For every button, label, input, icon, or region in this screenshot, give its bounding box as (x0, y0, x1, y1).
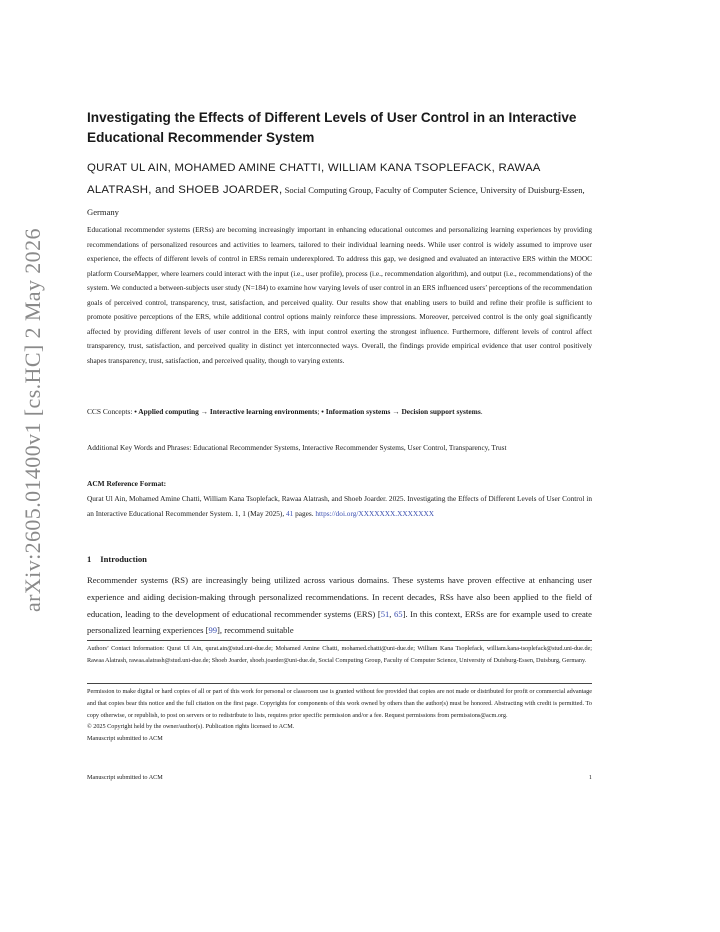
footnote-divider (87, 640, 592, 641)
arxiv-identifier-stamp: arXiv:2605.01400v1 [cs.HC] 2 May 2026 (20, 228, 45, 612)
permission-divider (87, 683, 592, 684)
paper-title: Investigating the Effects of Different Levels of User Control in an Interactive Educational Recommender System (87, 110, 577, 145)
permission-notice: Permission to make digital or hard copies of all or part of this work for personal or classroom use is granted without fee provided that copies are not made or distributed for profit or commercial advantage and that copies bear this notice and the full citation on the first page. Copyrights for components of this work owned by others than the author(s) must be honored. Abstracting with credit is permitted. To copy otherwise, or republish, to post on servers or to redistribute to lists, requires prior specific permission and/or a fee. Request permissions from permissions@acm.org. (87, 688, 592, 719)
pages-suffix: pages. (293, 508, 316, 518)
submission-note: Manuscript submitted to ACM (87, 735, 163, 743)
intro-text-2: ]. In this context, ERSs are for example used to create personalized learning experiences [ (87, 608, 592, 636)
author-block (87, 157, 592, 223)
reference-citation: Qurat Ul Ain, Mohamed Amine Chatti, William Kana Tsoplefack, Rawaa Alatrash, and Shoeb Joarder. 2025. Investigating the Effects of Different Levels of User Control in an Interactive Educational Recommender System. 1, 1 (May 2025), (87, 494, 592, 518)
doi-link[interactable]: https://doi.org/XXXXXXX.XXXXXXX (315, 508, 435, 518)
ccs-concept-applied-computing: • Applied computing → Interactive learning environments (134, 407, 318, 416)
citation-link[interactable]: 51 (380, 608, 390, 619)
intro-text-1: Recommender systems (RS) are increasingly being utilized across various domains. These systems have proven effective at enhancing user experience and aiding decision-making through personalized recommendations. In recent decades, RSs have also been applied to the field of education, leading to the development of educational recommender systems (ERS) [ (87, 575, 592, 619)
section-number: 1 (87, 554, 92, 564)
section-title: Introduction (100, 554, 147, 564)
ccs-label: CCS Concepts: (87, 407, 135, 416)
citation-link[interactable]: 65 (394, 608, 403, 619)
pages-link[interactable]: 41 (285, 508, 294, 518)
abstract: Educational recommender systems (ERSs) are becoming increasingly important in enhancing educational outcomes and personalizing learning experiences by providing recommendations of personalized resources and activities to learners, tailored to their individual learning needs. While user control is widely assumed to improve user experience, the effects of different levels of control in ERSs remain underexplored. To address this gap, we designed and evaluated an interactive ERS within the MOOC platform CourseMapper, where learners could interact with the input (i.e., user profile), process (i.e., recommendation algorithm), and output (i.e., recommendations) of the system. We conducted a between-subjects user study (N=184) to examine how varying levels of user control in an ERS influenced users’ perceptions of the recommendation goals of perceived control, transparency, trust, satisfaction, and perceived quality. Our results show that enabling users to build and refine their profile is sufficient to promote positive perceptions of the ERS, while additional control options mainly reinforce these impressions. Moreover, perceived control is the only goal significantly affected by providing different levels of user control in the ERS, with input control exerting the strongest influence. Furthermore, different levels of control affect transparency, trust, satisfaction, and perceived quality in distinct yet interconnected ways. Overall, the findings provide empirical evidence that user control positively shapes transparency, trust, satisfaction, and perceived quality, though to varying extents. (87, 225, 592, 365)
author-names: QURAT UL AIN, MOHAMED AMINE CHATTI, WILLIAM KANA TSOPLEFACK, RAWAA ALATRASH, and SHOEB JOARDER, (87, 162, 541, 196)
ccs-end: . (480, 407, 483, 416)
citation-separator: , (389, 608, 394, 619)
permission-block (87, 686, 592, 745)
intro-text-3: ], recommend suitable (217, 625, 294, 636)
page-footer-left: Manuscript submitted to ACM (87, 774, 163, 781)
introduction-paragraph (87, 572, 592, 639)
keywords: Additional Key Words and Phrases: Educational Recommender Systems, Interactive Recommender Systems, User Control, Transparency, Trust (87, 443, 507, 452)
ccs-concepts (87, 405, 592, 420)
reference-format-heading: ACM Reference Format: (87, 479, 167, 488)
reference-format-text (87, 492, 592, 521)
citation-link[interactable]: 99 (208, 625, 218, 636)
ccs-concept-information-systems: • Information systems → Decision support systems (321, 407, 481, 416)
page-number: 1 (588, 774, 592, 781)
copyright-notice: © 2025 Copyright held by the owner/author(s). Publication rights licensed to ACM. (87, 723, 295, 731)
ccs-separator: ; (317, 407, 322, 416)
author-contact-information: Authors’ Contact Information: Qurat Ul Ain, qurat.ain@stud.uni-due.de; Mohamed Amine Chatti, mohamed.chatti@uni-due.de; William Kana Tsoplefack, william.kana-tsoplefack@stud.uni-due.de; Rawaa Alatrash, rawaa.alatrash@stud.uni-due.de; Shoeb Joarder, shoeb.joarder@uni-due.de, Social Computing Group, Faculty of Computer Science, University of Duisburg-Essen, Duisburg, Germany. (87, 645, 592, 664)
section-heading-introduction (87, 552, 147, 566)
author-affiliation: Social Computing Group, Faculty of Computer Science, University of Duisburg-Essen, Germany (87, 185, 585, 217)
